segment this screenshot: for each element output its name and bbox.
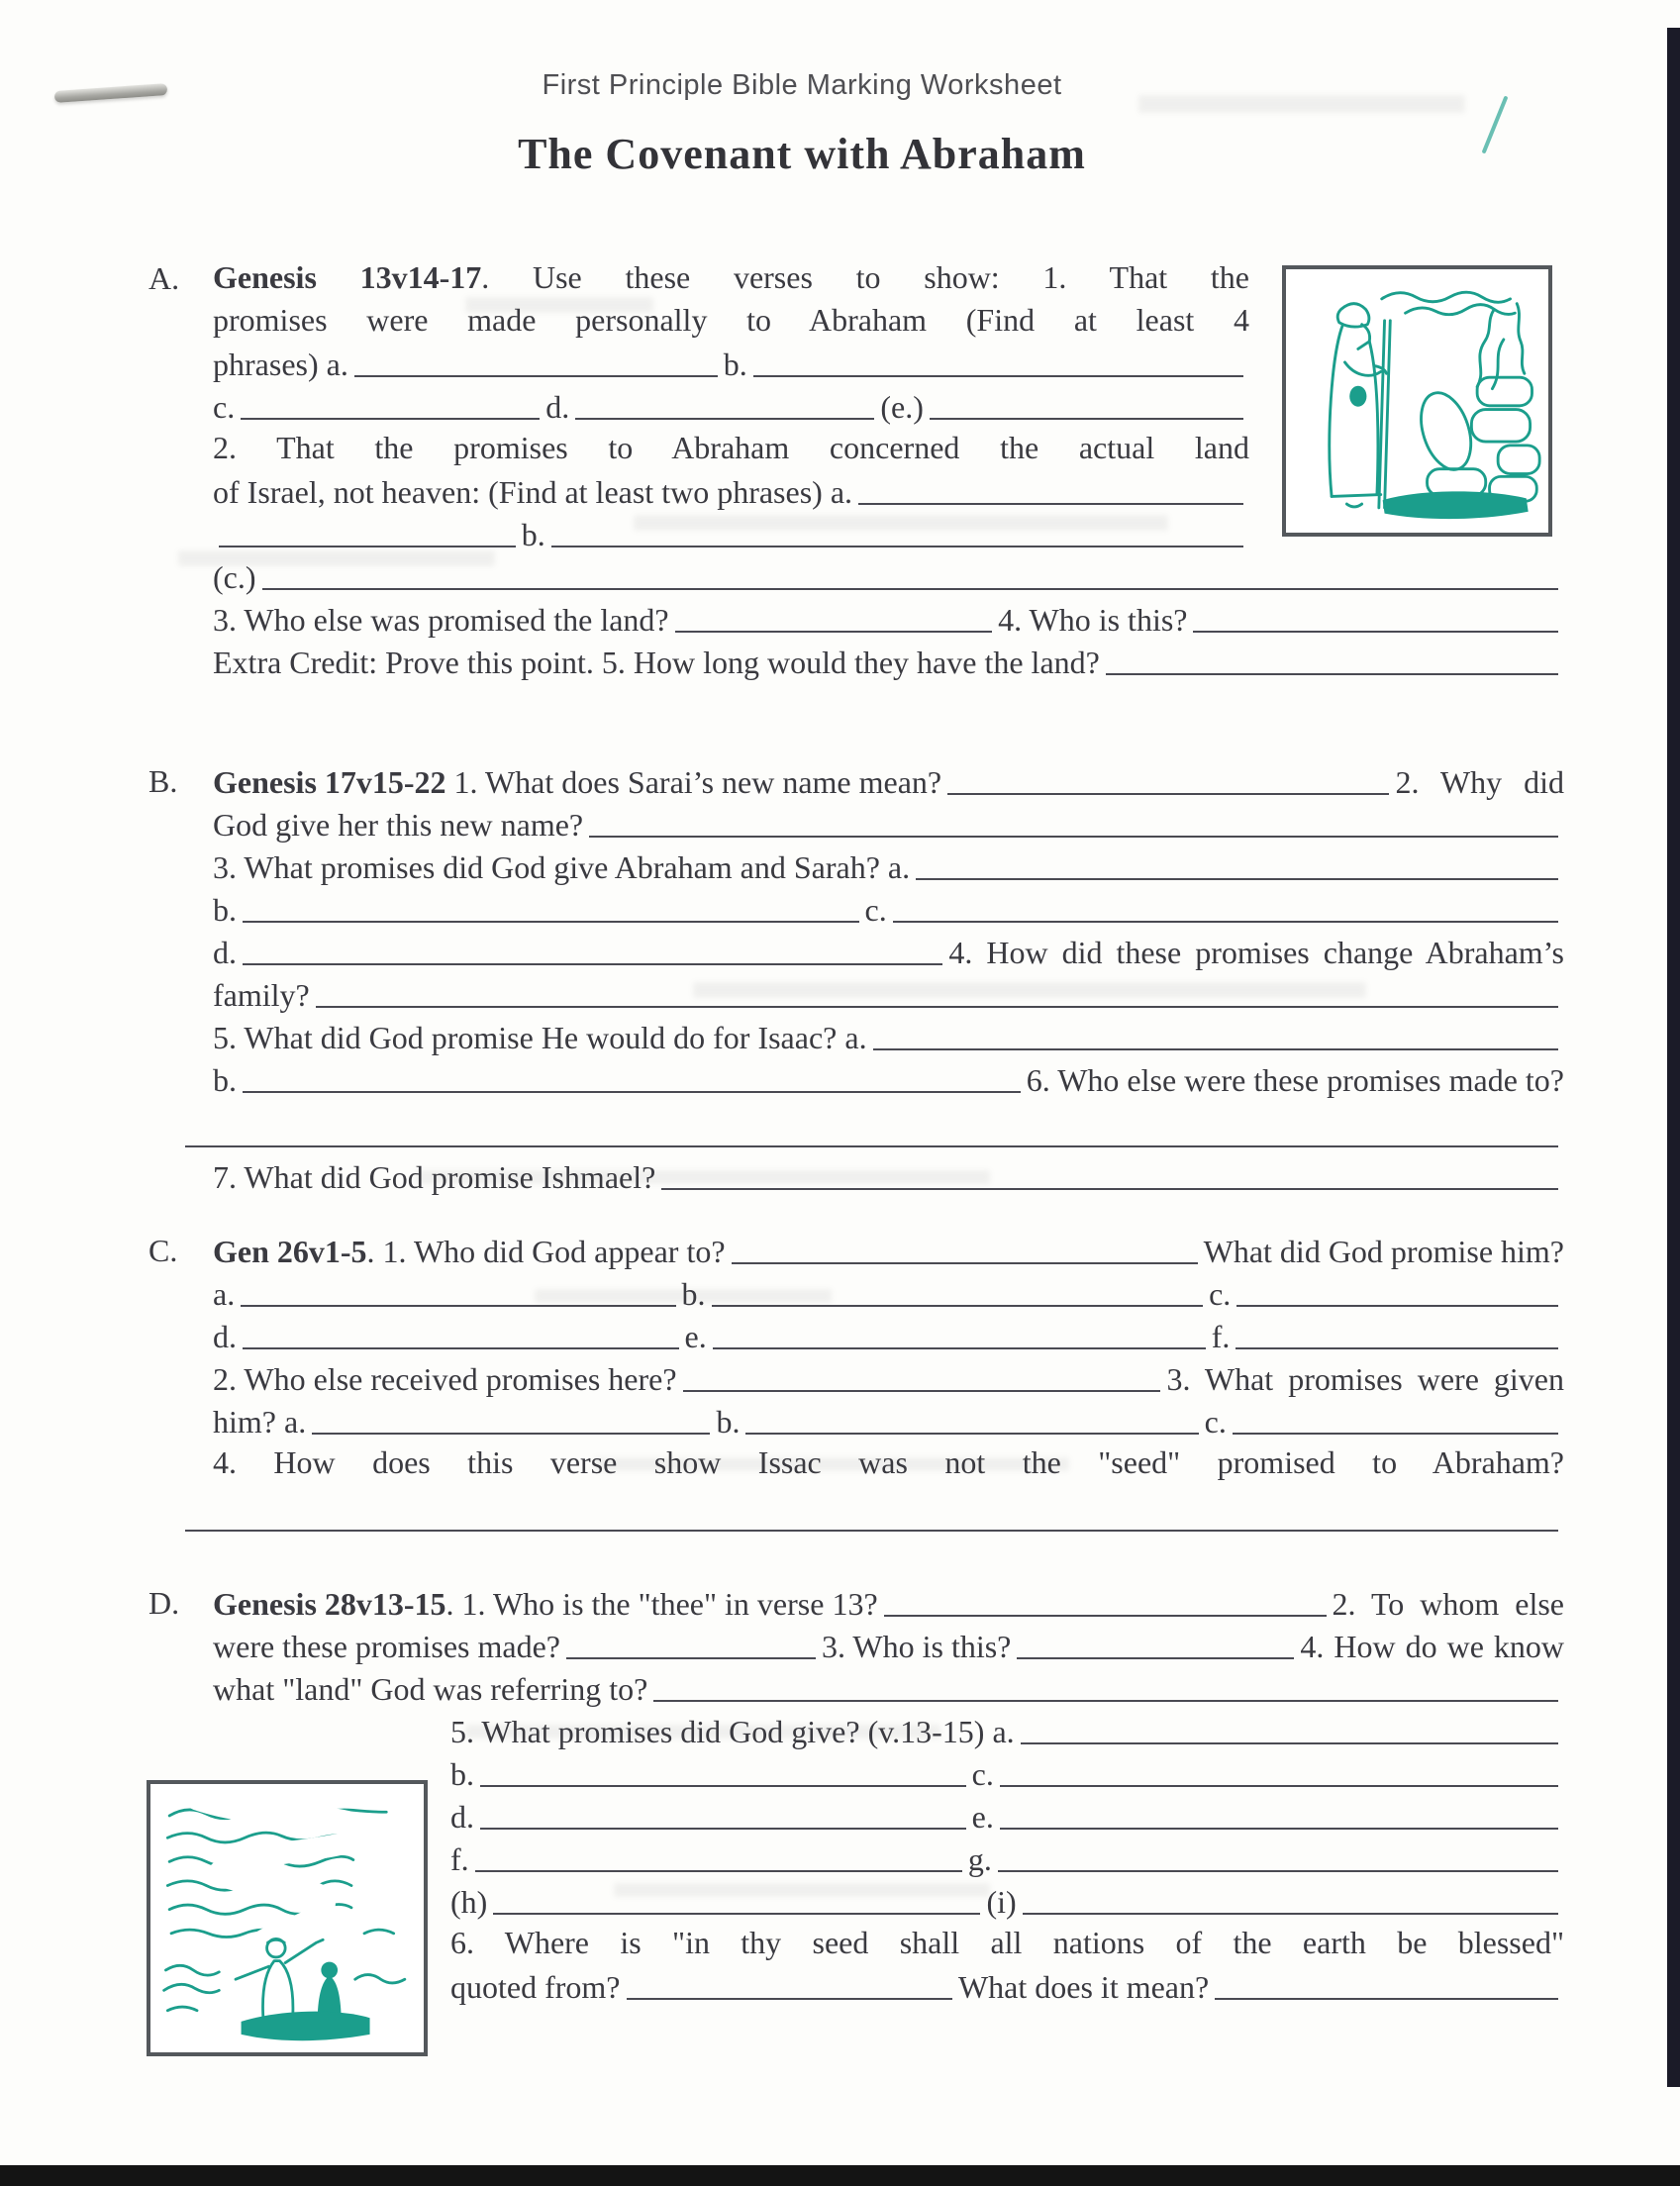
text-segment: b.	[450, 1756, 474, 1792]
abraham-altar-illustration	[1282, 265, 1552, 537]
promised-land-illustration	[147, 1780, 428, 2056]
worksheet-line	[213, 641, 1564, 683]
text-segment: b.	[716, 1404, 741, 1440]
text-segment: (c.)	[213, 559, 256, 595]
worksheet-line	[213, 1315, 1564, 1357]
fill-in-blank-line	[480, 1785, 966, 1787]
text-segment: 1. What does Sarai’s new name mean?	[445, 764, 942, 800]
text-segment: 4. How does this verse show Issac was not the "seed" promised to Abraham?	[213, 1444, 1564, 1480]
worksheet-line	[213, 470, 1249, 513]
fill-in-blank-line	[916, 878, 1558, 880]
fill-in-blank-line	[873, 1048, 1558, 1050]
worksheet-line	[213, 343, 1249, 385]
worksheet-line	[213, 1155, 1564, 1198]
worksheet-line	[213, 1582, 1564, 1625]
worksheet-line	[213, 1667, 1564, 1710]
scan-edge-bottom	[0, 2165, 1680, 2186]
text-segment: 2. To whom else	[1332, 1586, 1564, 1622]
fill-in-blank-line	[1021, 1742, 1558, 1744]
text-segment: . 1. Who did God appear to?	[366, 1234, 726, 1269]
fill-in-blank-line	[1215, 1998, 1558, 2000]
fill-in-blank-line	[1000, 1828, 1558, 1830]
worksheet-line	[450, 1965, 1564, 2008]
text-segment: d.	[450, 1799, 474, 1835]
worksheet-line	[179, 1113, 1564, 1155]
worksheet-line	[213, 428, 1249, 470]
fill-in-blank-line	[683, 1390, 1161, 1392]
fill-in-blank-line	[241, 418, 540, 420]
text-segment: 4. Who is this?	[998, 602, 1188, 638]
worksheet-line	[213, 1230, 1564, 1272]
text-segment: b.	[723, 347, 747, 382]
fill-in-blank-line	[1000, 1785, 1558, 1787]
text-segment: 7. What did God promise Ishmael?	[213, 1159, 656, 1195]
fill-in-blank-line	[884, 1615, 1327, 1617]
fill-in-blank-line	[653, 1700, 1558, 1702]
worksheet-line	[213, 300, 1249, 343]
fill-in-blank-line	[243, 963, 942, 965]
worksheet-line	[213, 257, 1249, 300]
fill-in-blank-line	[316, 1006, 1558, 1008]
text-segment: were these promises made?	[213, 1629, 560, 1664]
text-segment: 2. Who else received promises here?	[213, 1361, 677, 1397]
text-segment: 6. Where is "in thy seed shall all nations of the earth be blessed"	[450, 1925, 1564, 1960]
text-segment: 2. That the promises to Abraham concerned the actual land	[213, 430, 1249, 465]
worksheet-line	[213, 598, 1564, 641]
text-segment: Genesis 28v13-15	[213, 1586, 446, 1622]
worksheet-line	[450, 1838, 1564, 1880]
worksheet-line	[450, 1752, 1564, 1795]
bleed-through-artifact	[1138, 95, 1465, 113]
fill-in-blank-line	[354, 375, 718, 377]
worksheet-line	[213, 1016, 1564, 1058]
worksheet-line	[213, 1272, 1564, 1315]
fill-in-blank-line	[1233, 1433, 1558, 1435]
text-segment: What did God promise him?	[1203, 1234, 1564, 1269]
fill-in-blank-line	[262, 588, 1558, 590]
worksheet-line	[213, 1357, 1564, 1400]
fill-in-blank-line	[551, 546, 1243, 547]
worksheet-section-b	[148, 760, 1564, 1198]
text-segment: . 1. Who is the "thee" in verse 13?	[445, 1586, 878, 1622]
scan-edge-right	[1667, 28, 1680, 2087]
text-segment: of Israel, not heaven: (Find at least two phrases) a.	[213, 474, 853, 510]
worksheet-line	[213, 760, 1564, 803]
text-segment: What does it mean?	[957, 1969, 1210, 2005]
text-segment: God give her this new name?	[213, 807, 584, 843]
section-label: A.	[148, 260, 180, 296]
fill-in-blank-line	[998, 1870, 1558, 1872]
fill-in-blank-line	[732, 1262, 1198, 1264]
fill-in-blank-line	[1017, 1657, 1294, 1659]
text-segment: 3. What promises did God give Abraham and Sarah? a.	[213, 849, 911, 885]
worksheet-line	[450, 1923, 1564, 1965]
fill-in-blank-line	[713, 1347, 1206, 1349]
text-segment: e.	[684, 1319, 707, 1354]
worksheet-line	[213, 513, 1249, 555]
text-segment: family?	[213, 977, 310, 1013]
text-segment: promises were made personally to Abraham (Find at least 4	[213, 302, 1249, 338]
text-segment: f.	[1211, 1319, 1231, 1354]
fill-in-blank-line	[185, 1145, 1558, 1147]
page-title: The Covenant with Abraham	[518, 130, 1086, 178]
text-segment: b.	[681, 1276, 706, 1312]
fill-in-blank-line	[661, 1188, 1558, 1190]
text-segment: phrases) a.	[213, 347, 348, 382]
worksheet-line	[213, 1400, 1564, 1442]
fill-in-blank-line	[712, 1305, 1204, 1307]
text-segment: b.	[213, 892, 237, 928]
text-segment: c.	[864, 892, 887, 928]
fill-in-blank-line	[675, 631, 992, 633]
worksheet-line	[179, 1497, 1564, 1540]
worksheet-line	[213, 888, 1564, 931]
fill-in-blank-line	[475, 1870, 962, 1872]
section-label: D.	[148, 1585, 180, 1621]
text-segment: Gen 26v1-5	[213, 1234, 367, 1269]
text-segment: e.	[971, 1799, 994, 1835]
text-segment: (h)	[450, 1884, 488, 1920]
fill-in-blank-line	[480, 1828, 966, 1830]
text-segment: . Use these verses to show: 1. That the	[481, 259, 1249, 295]
worksheet-line	[450, 1710, 1564, 1752]
fill-in-blank-line	[1236, 1305, 1558, 1307]
text-segment: b.	[521, 517, 545, 552]
text-segment: c.	[1209, 1276, 1232, 1312]
section-label: C.	[148, 1233, 178, 1268]
text-segment: him? a.	[213, 1404, 307, 1440]
worksheet-line	[213, 1625, 1564, 1667]
worksheet-line	[213, 555, 1564, 598]
fill-in-blank-line	[589, 836, 1558, 838]
text-segment: 2. Why did	[1395, 764, 1564, 800]
fill-in-blank-line	[947, 793, 1389, 795]
fill-in-blank-line	[312, 1433, 710, 1435]
text-segment: 3. Who is this?	[821, 1629, 1012, 1664]
text-segment: f.	[450, 1841, 469, 1877]
text-segment: 4. How do we know	[1300, 1629, 1564, 1664]
text-segment: g.	[967, 1841, 992, 1877]
text-segment: (e.)	[880, 389, 924, 425]
text-segment: d.	[213, 1319, 237, 1354]
fill-in-blank-line	[753, 375, 1243, 377]
text-segment: b.	[213, 1062, 237, 1098]
worksheet-line	[450, 1880, 1564, 1923]
text-segment: Extra Credit: Prove this point. 5. How long would they have the land?	[213, 645, 1100, 680]
fill-in-blank-line	[893, 921, 1558, 923]
fill-in-blank-line	[493, 1913, 980, 1915]
fill-in-blank-line	[930, 418, 1243, 420]
fill-in-blank-line	[1106, 673, 1558, 675]
worksheet-line	[213, 1058, 1564, 1101]
fill-in-blank-line	[745, 1433, 1198, 1435]
text-segment: (i)	[986, 1884, 1017, 1920]
fill-in-blank-line	[243, 1347, 679, 1349]
fill-in-blank-line	[1235, 1347, 1558, 1349]
fill-in-blank-line	[219, 546, 516, 547]
fill-in-blank-line	[185, 1530, 1558, 1532]
worksheet-line	[213, 845, 1564, 888]
section-body	[213, 760, 1564, 1198]
abraham-altar-engraving	[1292, 275, 1542, 527]
text-segment: 3. What promises were given	[1166, 1361, 1564, 1397]
fill-in-blank-line	[566, 1657, 816, 1659]
text-segment: 4. How did these promises change Abraham’s	[948, 935, 1564, 970]
fill-in-blank-line	[241, 1305, 675, 1307]
fill-in-blank-line	[858, 503, 1243, 505]
worksheet-line	[450, 1795, 1564, 1838]
text-segment: c.	[213, 389, 236, 425]
worksheet-line	[213, 973, 1564, 1016]
worksheet-section-c	[148, 1230, 1564, 1540]
text-segment: 6. Who else were these promises made to?	[1026, 1062, 1564, 1098]
fill-in-blank-line	[243, 1091, 1021, 1093]
worksheet-line	[213, 385, 1249, 428]
text-segment: a.	[213, 1276, 236, 1312]
fill-in-blank-line	[1023, 1913, 1558, 1915]
section-body	[213, 1230, 1564, 1540]
worksheet-line	[213, 1442, 1564, 1485]
worksheet-header: First Principle Bible Marking Worksheet	[542, 69, 1062, 101]
text-segment: Genesis 13v14-17	[213, 259, 482, 295]
text-segment: c.	[1204, 1404, 1227, 1440]
fill-in-blank-line	[627, 1998, 952, 2000]
text-segment: what "land" God was referring to?	[213, 1671, 648, 1707]
overlooking-promised-land-engraving	[156, 1790, 418, 2046]
fill-in-blank-line	[1193, 631, 1558, 633]
worksheet-line	[213, 931, 1564, 973]
text-segment: c.	[971, 1756, 994, 1792]
fill-in-blank-line	[575, 418, 874, 420]
text-segment: 5. What promises did God give? (v.13-15) a.	[450, 1714, 1015, 1749]
fill-in-blank-line	[243, 921, 859, 923]
text-segment: Genesis 17v15-22	[213, 764, 446, 800]
text-segment: d.	[213, 935, 237, 970]
text-segment: quoted from?	[450, 1969, 621, 2005]
text-segment: d.	[545, 389, 570, 425]
text-segment: 3. Who else was promised the land?	[213, 602, 669, 638]
section-label: B.	[148, 763, 178, 799]
text-segment: 5. What did God promise He would do for Isaac? a.	[213, 1020, 867, 1055]
worksheet-line	[213, 803, 1564, 845]
